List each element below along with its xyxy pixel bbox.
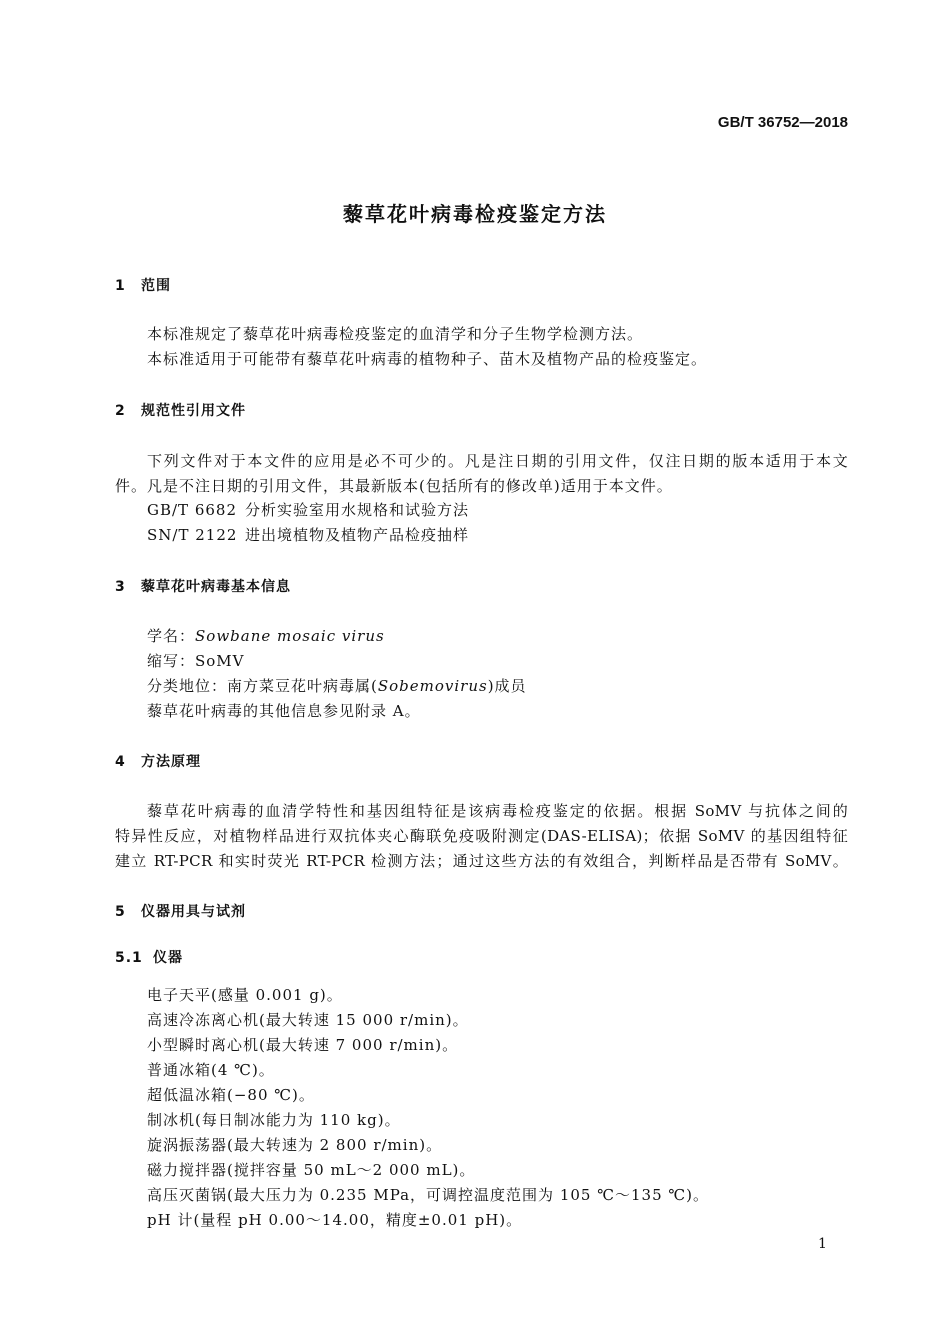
section-number: 1	[115, 278, 126, 294]
instrument-item: 高压灭菌锅(最大压力为 0.235 MPa，可调控温度范围为 105 ℃～135 ℃)。	[147, 1186, 710, 1204]
section-title: 规范性引用文件	[141, 403, 246, 419]
text: 分类地位：南方菜豆花叶病毒属(	[147, 677, 378, 695]
paragraph-line: 特异性反应，对植物样品进行双抗体夹心酶联免疫吸附测定(DAS-ELISA)；依据 SoMV 的基因组特征	[115, 827, 848, 845]
instrument-item: 小型瞬时离心机(最大转速 7 000 r/min)。	[147, 1036, 459, 1054]
section-heading	[115, 752, 201, 772]
label: 学名：	[147, 627, 196, 645]
reference-name: 分析实验室用水规格和试验方法	[245, 501, 470, 519]
reference-item	[147, 525, 469, 545]
paragraph-line: 件。凡是不注日期的引用文件，其最新版本(包括所有的修改单)适用于本文件。	[115, 477, 673, 495]
paragraph-line: 本标准适用于可能带有藜草花叶病毒的植物种子、苗木及植物产品的检疫鉴定。	[147, 350, 708, 368]
paragraph-line: 本标准规定了藜草花叶病毒检疫鉴定的血清学和分子生物学检测方法。	[147, 325, 644, 343]
instrument-item: 电子天平(感量 0.001 g)。	[147, 986, 343, 1004]
section-heading	[115, 401, 246, 421]
section-number: 5	[115, 904, 126, 920]
abbreviation-line: 缩写：SoMV	[147, 652, 245, 670]
instrument-item: pH 计(量程 pH 0.00～14.00，精度±0.01 pH)。	[147, 1211, 523, 1229]
section-title: 仪器用具与试剂	[141, 904, 246, 920]
section-number: 4	[115, 754, 126, 770]
section-number: 2	[115, 403, 126, 419]
paragraph-line: 藜草花叶病毒的其他信息参见附录 A。	[147, 702, 421, 720]
document-title: 藜草花叶病毒检疫鉴定方法	[343, 202, 607, 226]
section-number: 3	[115, 579, 126, 595]
section-heading	[115, 577, 291, 597]
reference-item	[147, 500, 469, 520]
instrument-item: 普通冰箱(4 ℃)。	[147, 1061, 275, 1079]
instrument-item: 制冰机(每日制冰能力为 110 kg)。	[147, 1111, 401, 1129]
scientific-name-line	[147, 626, 385, 646]
instrument-item: 磁力搅拌器(搅拌容量 50 mL～2 000 mL)。	[147, 1161, 476, 1179]
taxonomy-line	[147, 676, 527, 696]
reference-code: SN/T 2122	[147, 526, 238, 544]
page-number: 1	[818, 1236, 827, 1252]
section-title: 方法原理	[141, 754, 201, 770]
standard-number: GB/T 36752—2018	[717, 114, 848, 131]
instrument-item: 高速冷冻离心机(最大转速 15 000 r/min)。	[147, 1011, 469, 1029]
scientific-name: Sowbane mosaic virus	[195, 627, 385, 645]
instrument-item: 超低温冰箱(−80 ℃)。	[147, 1086, 315, 1104]
reference-code: GB/T 6682	[147, 501, 238, 519]
subsection-heading	[115, 948, 183, 968]
instrument-item: 旋涡振荡器(最大转速为 2 800 r/min)。	[147, 1136, 443, 1154]
text: )成员	[487, 677, 527, 695]
reference-name: 进出境植物及植物产品检疫抽样	[245, 526, 470, 544]
genus-name: Sobemovirus	[377, 677, 488, 695]
paragraph-line: 建立 RT-PCR 和实时荧光 RT-PCR 检测方法；通过这些方法的有效组合，判断样品是否带有 SoMV。	[115, 852, 848, 870]
paragraph-line: 下列文件对于本文件的应用是必不可少的。凡是注日期的引用文件，仅注日期的版本适用于本文	[147, 452, 848, 470]
paragraph-line: 藜草花叶病毒的血清学特性和基因组特征是该病毒检疫鉴定的依据。根据 SoMV 与抗体之间的	[147, 802, 848, 820]
section-heading	[115, 276, 171, 296]
section-title: 藜草花叶病毒基本信息	[141, 579, 291, 595]
section-number: 5.1	[115, 950, 143, 966]
section-title: 范围	[141, 278, 171, 294]
section-title: 仪器	[153, 950, 183, 966]
section-heading	[115, 902, 246, 922]
